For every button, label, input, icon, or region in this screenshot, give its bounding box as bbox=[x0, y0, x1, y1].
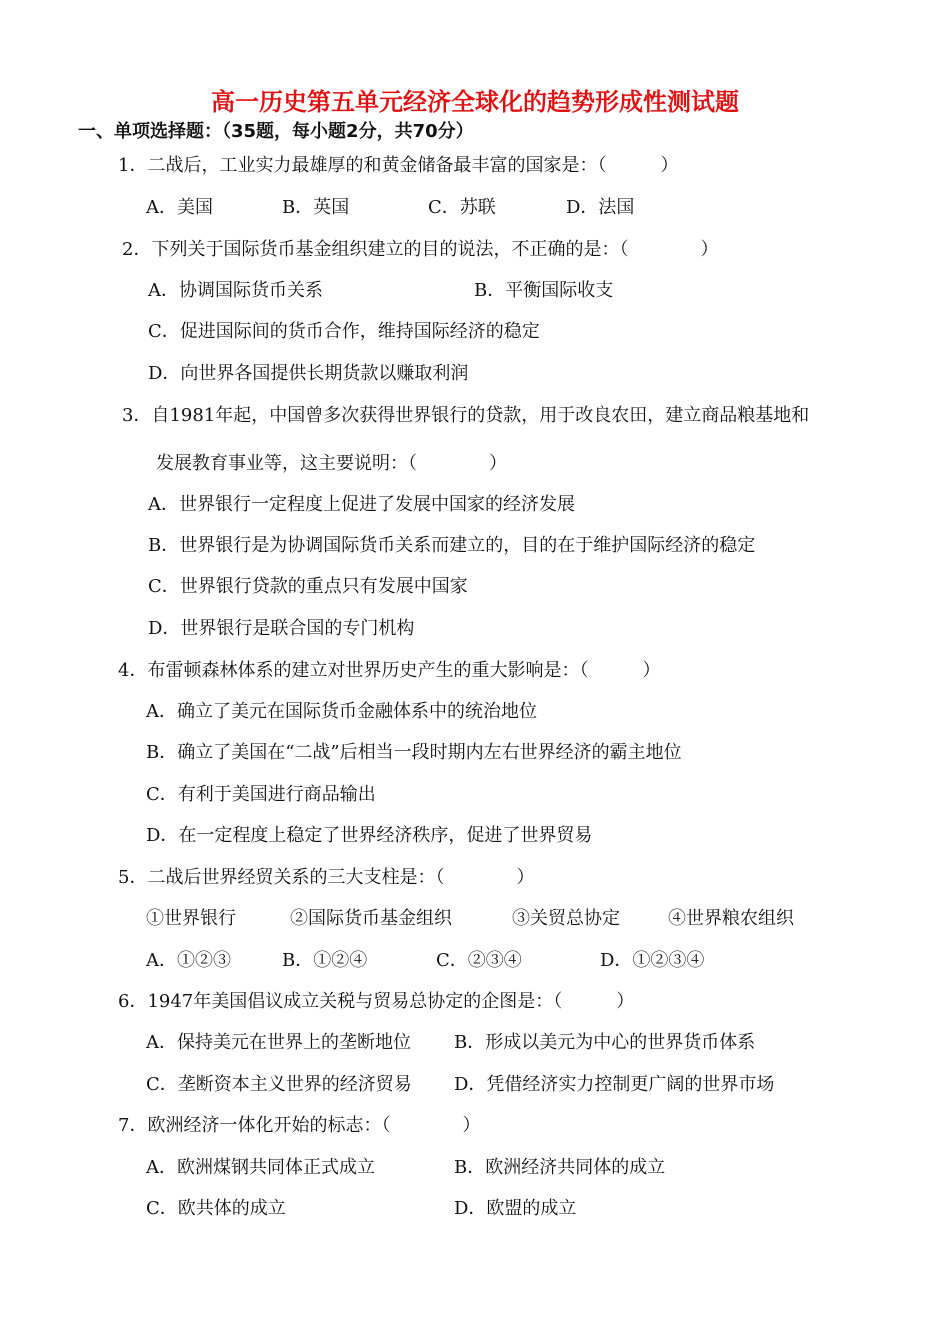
option-d: D．凭借经济实力控制更广阔的世界市场 bbox=[454, 1074, 775, 1095]
option-d: D．法国 bbox=[566, 197, 635, 218]
section-heading: 一、单项选择题：（35题，每小题2分，共70分） bbox=[78, 121, 474, 142]
question-7-stem: 7．欧洲经济一体化开始的标志：（ ） bbox=[118, 1115, 481, 1136]
option-c: C．促进国际间的货币合作，维持国际经济的稳定 bbox=[148, 321, 540, 342]
item-4: ④世界粮农组织 bbox=[668, 908, 794, 929]
option-a: A．协调国际货币关系 bbox=[148, 280, 323, 301]
option-b: B．英国 bbox=[282, 197, 350, 218]
option-d: D．向世界各国提供长期货款以赚取利润 bbox=[148, 363, 469, 384]
option-c: C．世界银行贷款的重点只有发展中国家 bbox=[148, 576, 468, 597]
option-a: A．世界银行一定程度上促进了发展中国家的经济发展 bbox=[148, 494, 575, 515]
question-3-stem: 3．自1981年起，中国曾多次获得世界银行的贷款，用于改良农田，建立商品粮基地和 bbox=[122, 405, 810, 426]
option-a: A．①②③ bbox=[146, 950, 231, 971]
item-2: ②国际货币基金组织 bbox=[290, 908, 452, 929]
option-d: D．①②③④ bbox=[600, 950, 705, 971]
question-2-stem: 2．下列关于国际货币基金组织建立的目的说法，不正确的是：（ ） bbox=[122, 239, 719, 260]
option-c: C．有利于美国进行商品输出 bbox=[146, 784, 376, 805]
option-a: A．确立了美元在国际货币金融体系中的统治地位 bbox=[146, 701, 537, 722]
option-b: B．平衡国际收支 bbox=[474, 280, 614, 301]
option-b: B．确立了美国在“二战”后相当一段时期内左右世界经济的霸主地位 bbox=[146, 742, 682, 763]
question-4-stem: 4．布雷顿森林体系的建立对世界历史产生的重大影响是：（ ） bbox=[118, 660, 661, 681]
option-d: D．欧盟的成立 bbox=[454, 1198, 577, 1219]
question-5-stem: 5．二战后世界经贸关系的三大支柱是：（ ） bbox=[118, 867, 535, 888]
option-b: B．欧洲经济共同体的成立 bbox=[454, 1157, 666, 1178]
item-1: ①世界银行 bbox=[146, 908, 236, 929]
option-c: C．苏联 bbox=[428, 197, 496, 218]
option-a: A．欧洲煤钢共同体正式成立 bbox=[146, 1157, 375, 1178]
question-1-stem: 1．二战后，工业实力最雄厚的和黄金储备最丰富的国家是：（ ） bbox=[118, 155, 679, 176]
question-6-stem: 6．1947年美国倡议成立关税与贸易总协定的企图是：（ ） bbox=[118, 991, 635, 1012]
question-3-stem-continued: 发展教育事业等，这主要说明：（ ） bbox=[156, 453, 507, 474]
option-d: D．在一定程度上稳定了世界经济秩序，促进了世界贸易 bbox=[146, 825, 593, 846]
option-b: B．①②④ bbox=[282, 950, 368, 971]
option-c: C．垄断资本主义世界的经济贸易 bbox=[146, 1074, 412, 1095]
option-c: C．②③④ bbox=[436, 950, 522, 971]
option-c: C．欧共体的成立 bbox=[146, 1198, 286, 1219]
option-b: B．世界银行是为协调国际货币关系而建立的，目的在于维护国际经济的稳定 bbox=[148, 535, 756, 556]
page-title: 高一历史第五单元经济全球化的趋势形成性测试题 bbox=[211, 88, 739, 116]
option-b: B．形成以美元为中心的世界货币体系 bbox=[454, 1032, 756, 1053]
option-a: A．美国 bbox=[146, 197, 213, 218]
option-d: D．世界银行是联合国的专门机构 bbox=[148, 618, 415, 639]
item-3: ③关贸总协定 bbox=[512, 908, 620, 929]
option-a: A．保持美元在世界上的垄断地位 bbox=[146, 1032, 411, 1053]
